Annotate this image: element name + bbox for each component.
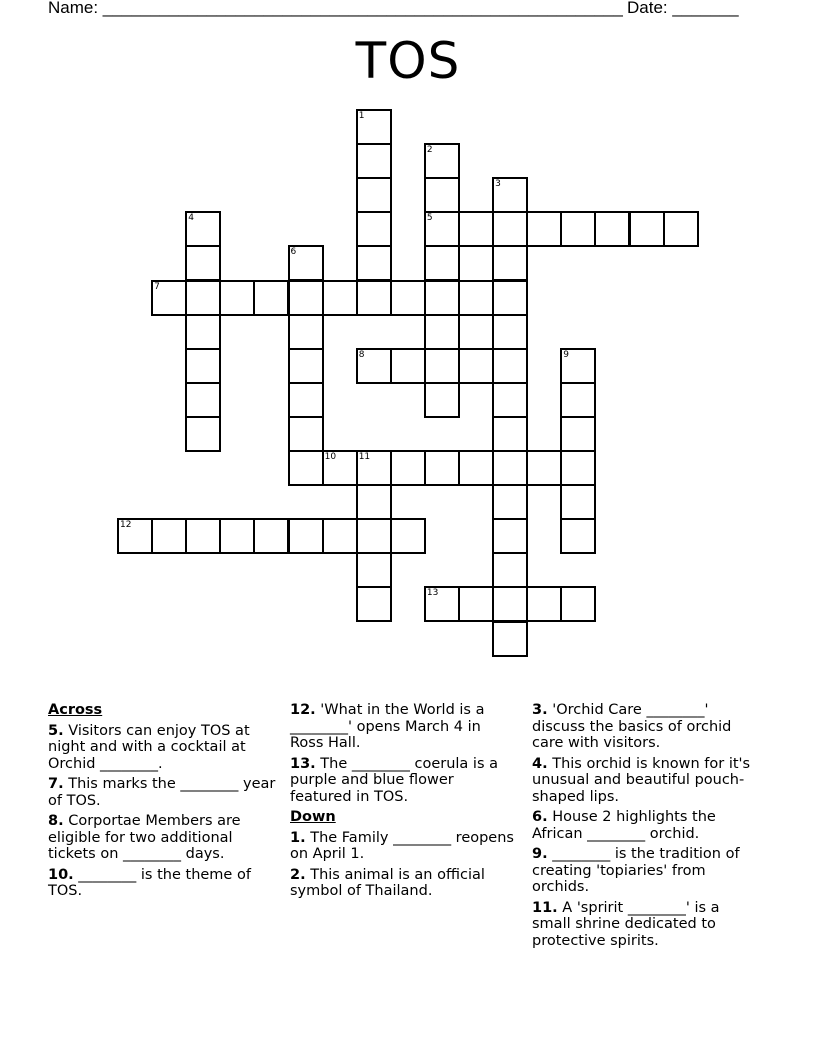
- grid-cell[interactable]: [492, 518, 528, 554]
- clue-number: 8: [358, 349, 365, 360]
- grid-cell[interactable]: [594, 211, 630, 247]
- grid-cell[interactable]: [288, 416, 324, 452]
- grid-cell[interactable]: [560, 211, 596, 247]
- grid-cell[interactable]: [253, 518, 289, 554]
- grid-cell[interactable]: [356, 280, 392, 316]
- clue-number: 7: [154, 281, 160, 292]
- grid-cell[interactable]: [185, 518, 221, 554]
- grid-cell[interactable]: [492, 416, 528, 452]
- grid-cell[interactable]: [356, 484, 392, 520]
- down-heading: Down: [290, 809, 336, 825]
- grid-cell[interactable]: [492, 484, 528, 520]
- grid-cell[interactable]: [458, 586, 494, 622]
- grid-cell[interactable]: [185, 314, 221, 350]
- grid-cell[interactable]: [424, 382, 460, 418]
- grid-cell[interactable]: [322, 280, 358, 316]
- grid-cell[interactable]: [253, 280, 289, 316]
- clue-number: 2: [426, 145, 433, 156]
- grid-cell[interactable]: [322, 518, 358, 554]
- clue-number: 9: [563, 349, 570, 360]
- grid-cell[interactable]: [492, 314, 528, 350]
- grid-cell[interactable]: [526, 586, 562, 622]
- across-heading: Across: [48, 702, 103, 718]
- grid-cell[interactable]: [458, 450, 494, 486]
- clue-across-5: 5. Visitors can enjoy TOS at night and with a cocktail at Orchid ________.: [48, 722, 250, 772]
- grid-cell[interactable]: [492, 450, 528, 486]
- grid-cell[interactable]: [560, 518, 596, 554]
- grid-cell[interactable]: [390, 518, 426, 554]
- grid-cell[interactable]: [356, 177, 392, 213]
- grid-cell[interactable]: [492, 348, 528, 384]
- grid-cell[interactable]: [492, 552, 528, 588]
- clue-number: 12: [120, 520, 132, 531]
- grid-cell[interactable]: [151, 518, 187, 554]
- clue-number: 3: [495, 179, 501, 190]
- clue-across-10: 10. ________ is the theme of TOS.: [48, 866, 251, 899]
- grid-cell[interactable]: [492, 245, 528, 281]
- grid-cell[interactable]: [492, 586, 528, 622]
- grid-cell[interactable]: [185, 245, 221, 281]
- grid-cell[interactable]: [560, 450, 596, 486]
- grid-cell[interactable]: [424, 245, 460, 281]
- grid-cell[interactable]: [424, 450, 460, 486]
- grid-cell[interactable]: [356, 518, 392, 554]
- grid-cell[interactable]: [458, 211, 494, 247]
- clue-down-4: 4. This orchid is known for it's unusual and beautiful pouch-shaped lips.: [532, 755, 751, 805]
- grid-cell[interactable]: [356, 552, 392, 588]
- clue-number: 4: [188, 213, 194, 224]
- grid-cell[interactable]: [356, 245, 392, 281]
- grid-cell[interactable]: [288, 280, 324, 316]
- grid-cell[interactable]: [663, 211, 699, 247]
- clue-column-2: [290, 702, 518, 904]
- clue-across-8: 8. Corportae Members are eligible for two additional tickets on ________ days.: [48, 813, 241, 862]
- grid-cell[interactable]: [424, 280, 460, 316]
- clue-column-3: [532, 702, 758, 953]
- grid-cell[interactable]: [185, 280, 221, 316]
- grid-cell[interactable]: [185, 348, 221, 384]
- grid-cell[interactable]: [492, 382, 528, 418]
- grid-cell[interactable]: [390, 348, 426, 384]
- grid-cell[interactable]: [288, 348, 324, 384]
- clue-down-9: 9. ________ is the tradition of creating 'topiaries' from orchids.: [532, 846, 740, 895]
- grid-cell[interactable]: [492, 211, 528, 247]
- grid-cell[interactable]: [560, 416, 596, 452]
- grid-cell[interactable]: [219, 280, 255, 316]
- clue-down-11: 11. A 'spririt ________' is a small shrine dedicated to protective spirits.: [532, 899, 720, 949]
- clue-across-7: 7. This marks the ________ year of TOS.: [48, 776, 276, 809]
- grid-cell[interactable]: [288, 314, 324, 350]
- grid-cell[interactable]: [492, 280, 528, 316]
- grid-cell[interactable]: [560, 586, 596, 622]
- grid-cell[interactable]: [288, 382, 324, 418]
- grid-cell[interactable]: [424, 177, 460, 213]
- grid-cell[interactable]: [458, 280, 494, 316]
- name-field[interactable]: Name: _______________________________________________________: [48, 0, 623, 17]
- grid-cell[interactable]: [424, 314, 460, 350]
- clue-across-13: 13. The ________ coerula is a purple and blue flower featured in TOS.: [290, 755, 498, 805]
- clue-down-3: 3. 'Orchid Care ________' discuss the basics of orchid care with visitors.: [532, 702, 732, 751]
- grid-cell[interactable]: [629, 211, 665, 247]
- grid-cell[interactable]: [185, 382, 221, 418]
- clue-down-2: 2. This animal is an official symbol of Thailand.: [290, 866, 485, 899]
- clue-number: 11: [358, 452, 371, 462]
- grid-cell[interactable]: [356, 586, 392, 622]
- grid-cell[interactable]: [356, 143, 392, 179]
- grid-cell[interactable]: [526, 450, 562, 486]
- clue-number: 10: [324, 452, 337, 462]
- grid-cell[interactable]: [288, 450, 324, 486]
- grid-cell[interactable]: [458, 348, 494, 384]
- grid-cell[interactable]: [492, 621, 528, 657]
- clue-number: 1: [358, 111, 365, 121]
- clue-across-12: 12. 'What in the World is a ________' opens March 4 in Ross Hall.: [290, 702, 485, 751]
- date-field[interactable]: Date: _______: [627, 0, 739, 17]
- grid-cell[interactable]: [288, 518, 324, 554]
- grid-cell[interactable]: [424, 348, 460, 384]
- grid-cell[interactable]: [390, 280, 426, 316]
- grid-cell[interactable]: [560, 382, 596, 418]
- clue-down-6: 6. House 2 highlights the African ________ orchid.: [532, 809, 716, 842]
- clue-down-1: 1. The Family ________ reopens on April 1.: [290, 829, 514, 862]
- clue-column-1: [48, 702, 280, 904]
- grid-cell[interactable]: [526, 211, 562, 247]
- grid-cell[interactable]: [390, 450, 426, 486]
- grid-cell[interactable]: [185, 416, 221, 452]
- clue-number: 13: [426, 588, 439, 599]
- clue-number: 6: [290, 247, 297, 258]
- grid-cell[interactable]: [560, 484, 596, 520]
- grid-cell[interactable]: [219, 518, 255, 554]
- clue-number: 5: [426, 213, 433, 224]
- page-title: TOS: [355, 32, 461, 90]
- grid-cell[interactable]: [356, 211, 392, 247]
